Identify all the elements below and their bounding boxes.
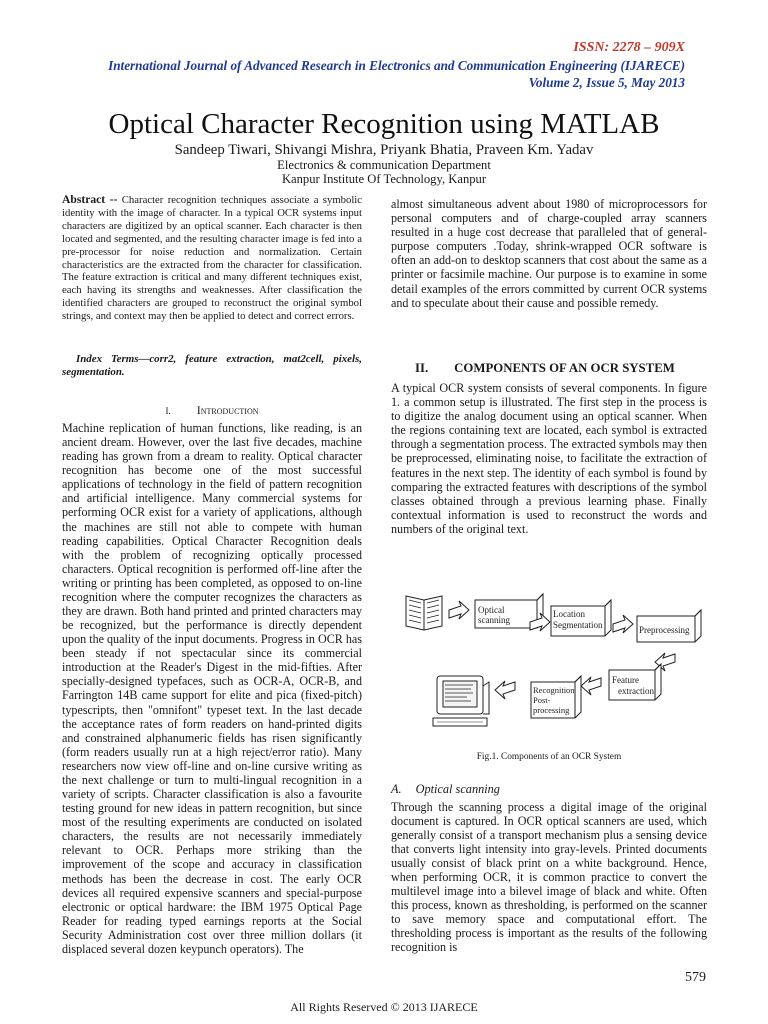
subsection-a-heading xyxy=(391,782,707,797)
page-number: 579 xyxy=(685,970,706,985)
issn-header: ISSN: 2278 – 909X xyxy=(573,40,685,55)
extraction-label: extraction xyxy=(618,686,654,696)
author-list: Sandeep Tiwari, Shivangi Mishra, Priyank Bhatia, Praveen Km. Yadav xyxy=(174,142,594,158)
abstract-text: Character recognition techniques associate a symbolic identity with the image of character. In a typical OCR systems input characters are digitized by an optical scanner. Each character is then located and segmented, and the resulting character image is fed into a pre-processor for noise reduction and normalization. Certain characteristics are the extracted from the character for classification. The feature extraction is critical and many different techniques exist, each having its strengths and weaknesses. After classification the identified characters are grouped to reconstruct the original symbol strings, and context may then be applied to detect and correct errors. xyxy=(62,194,362,323)
optical-scanning-label-1: Optical xyxy=(478,605,505,615)
processing-label: processing xyxy=(533,705,570,715)
flow-arrow-icon xyxy=(449,601,469,619)
section-1-heading xyxy=(62,403,362,418)
feature-extraction-box xyxy=(609,664,661,700)
abstract xyxy=(62,194,362,323)
copyright-footer: All Rights Reserved © 2013 IJARECE xyxy=(290,1000,478,1014)
location-segmentation-box xyxy=(551,600,611,636)
index-terms-text: —corr2, feature extraction, mat2cell, pixels, segmentation. xyxy=(62,353,362,378)
section-2-title: COMPONENTS OF AN OCR SYSTEM xyxy=(454,361,675,375)
segmentation-label: Segmentation xyxy=(553,620,603,630)
section-1-body: Machine replication of human functions, like reading, is an ancient dream. However, over the last five decades, machine reading has grown from a dream to reality. Optical character recognition has become one of the most successful applications of technology in the field of pattern recognition and artificial intelligence. Many commercial systems for performing OCR exist for a variety of applications, although the machines are still not able to compete with human reading capabilities. Optical Character Recognition deals with the problem of recognizing optically processed characters. Optical recognition is performed off-line after the writing or printing has been completed, as opposed to on-line recognition where the computer recognizes the characters as they are drawn. Both hand printed and printed characters may be recognized, but the performance is directly dependent upon the quality of the input documents. Progress in OCR has been steady if not spectacular since its commercial introduction at the Reader's Digest in the mid-fifties. After specially-designed typefaces, such as OCR-A, OCR-B, and Farrington 14B came support for elite and pica (fixed-pitch) typescripts, then "omnifont" typeset text. In the last decade the acceptance rates of form readers on hand-printed digits and constrained alphanumeric fields has risen significantly (form readers usually run at a high reject/error ratio). Many researchers now view off-line and on-line cursive writing as the next challenge or turn to multi-lingual recognition in a variety of scripts. Character classification is also a favourite testing ground for new ideas in pattern recognition, but since most of the resulting experiments are conducted on isolated characters, the results are not necessarily immediately relevant to OCR. Perhaps more striking than the improvement of the scope and accuracy in classification methods has been the decrease in cost. The early OCR devices all required expensive scanners and special-purpose electronic or optical hardware: the IBM 1975 Optical Page Reader for reading typed earnings reports at the Social Security Administration cost over three million dollars (it displaced several dozen keypunch operators). The xyxy=(62,421,362,956)
journal-name: International Journal of Advanced Research in Electronics and Communication Engineering (IJARECE) xyxy=(108,58,685,73)
abstract-label: Abstract -- xyxy=(62,193,118,206)
feature-label: Feature xyxy=(612,675,639,685)
section-2-body: A typical OCR system consists of several components. In figure 1. a common setup is illustrated. The first step in the process is to digitize the analog document using an optical scanner. When the regions containing text are located, each symbol is extracted through a segmentation process. The extracted symbols may then be preprocessed, eliminating noise, to facilitate the extraction of features in the next step. The identity of each symbol is found by comparing the extracted features with descriptions of the symbol classes obtained through a previous learning phase. Finally contextual information is used to reconstruct the words and numbers of the original text. xyxy=(391,381,707,536)
subsection-a-letter: A. xyxy=(391,782,402,796)
flow-arrow-icon xyxy=(613,615,633,633)
section-1-title: Introduction xyxy=(196,403,259,417)
preprocessing-label: Preprocessing xyxy=(639,625,690,635)
subsection-a-body: Through the scanning process a digital image of the original document is captured. In OCR optical scanners are used, which generally consist of a transport mechanism plus a sensing device that converts light intensity into gray-levels. Printed documents usually consist of black print on a white background. Hence, when performing OCR, it is common practice to convert the multilevel image into a bilevel image of black and white. Often this process, known as thresholding, is performed on the scanner to save memory space and computational effort. The thresholding process is important as the results of the following recognition is xyxy=(391,800,707,955)
department: Electronics & communication Department xyxy=(277,158,491,172)
optical-scanning-label-2: scanning xyxy=(478,615,510,625)
subsection-a-title: Optical scanning xyxy=(415,782,500,796)
post-label: Post- xyxy=(533,695,551,705)
preprocessing-box xyxy=(637,610,701,642)
figure-caption: Fig.1. Components of an OCR System xyxy=(476,752,622,762)
paper-title: Optical Character Recognition using MATLAB xyxy=(108,108,660,140)
flow-arrow-icon xyxy=(581,677,601,695)
section-2-number: II. xyxy=(415,361,429,375)
volume-info: Volume 2, Issue 5, May 2013 xyxy=(528,75,685,90)
recognition-label: Recognition xyxy=(533,685,575,695)
flow-arrow-icon xyxy=(495,681,515,699)
institute: Kanpur Institute Of Technology, Kanpur xyxy=(281,172,487,186)
section-1-number: I. xyxy=(165,406,171,416)
document-icon xyxy=(406,596,442,630)
section-2-heading xyxy=(391,361,707,376)
location-label: Location xyxy=(553,609,585,619)
index-terms xyxy=(62,353,362,379)
recognition-box xyxy=(531,676,581,718)
index-terms-label: Index Terms xyxy=(76,353,139,365)
ocr-components-figure xyxy=(405,586,705,738)
right-column-continuation: almost simultaneous advent about 1980 of microprocessors for personal computers and of charge-coupled array scanners resulted in a huge cost decrease that paralleled that of general-purpose computers .Today, shrink-wrapped OCR software is often an add-on to desktop scanners that cost about the same as a printer or facsimile machine. Our purpose is to examine in some detail examples of the errors committed by current OCR systems and to speculate about their cause and possible remedy. xyxy=(391,197,707,310)
computer-icon xyxy=(433,676,489,726)
